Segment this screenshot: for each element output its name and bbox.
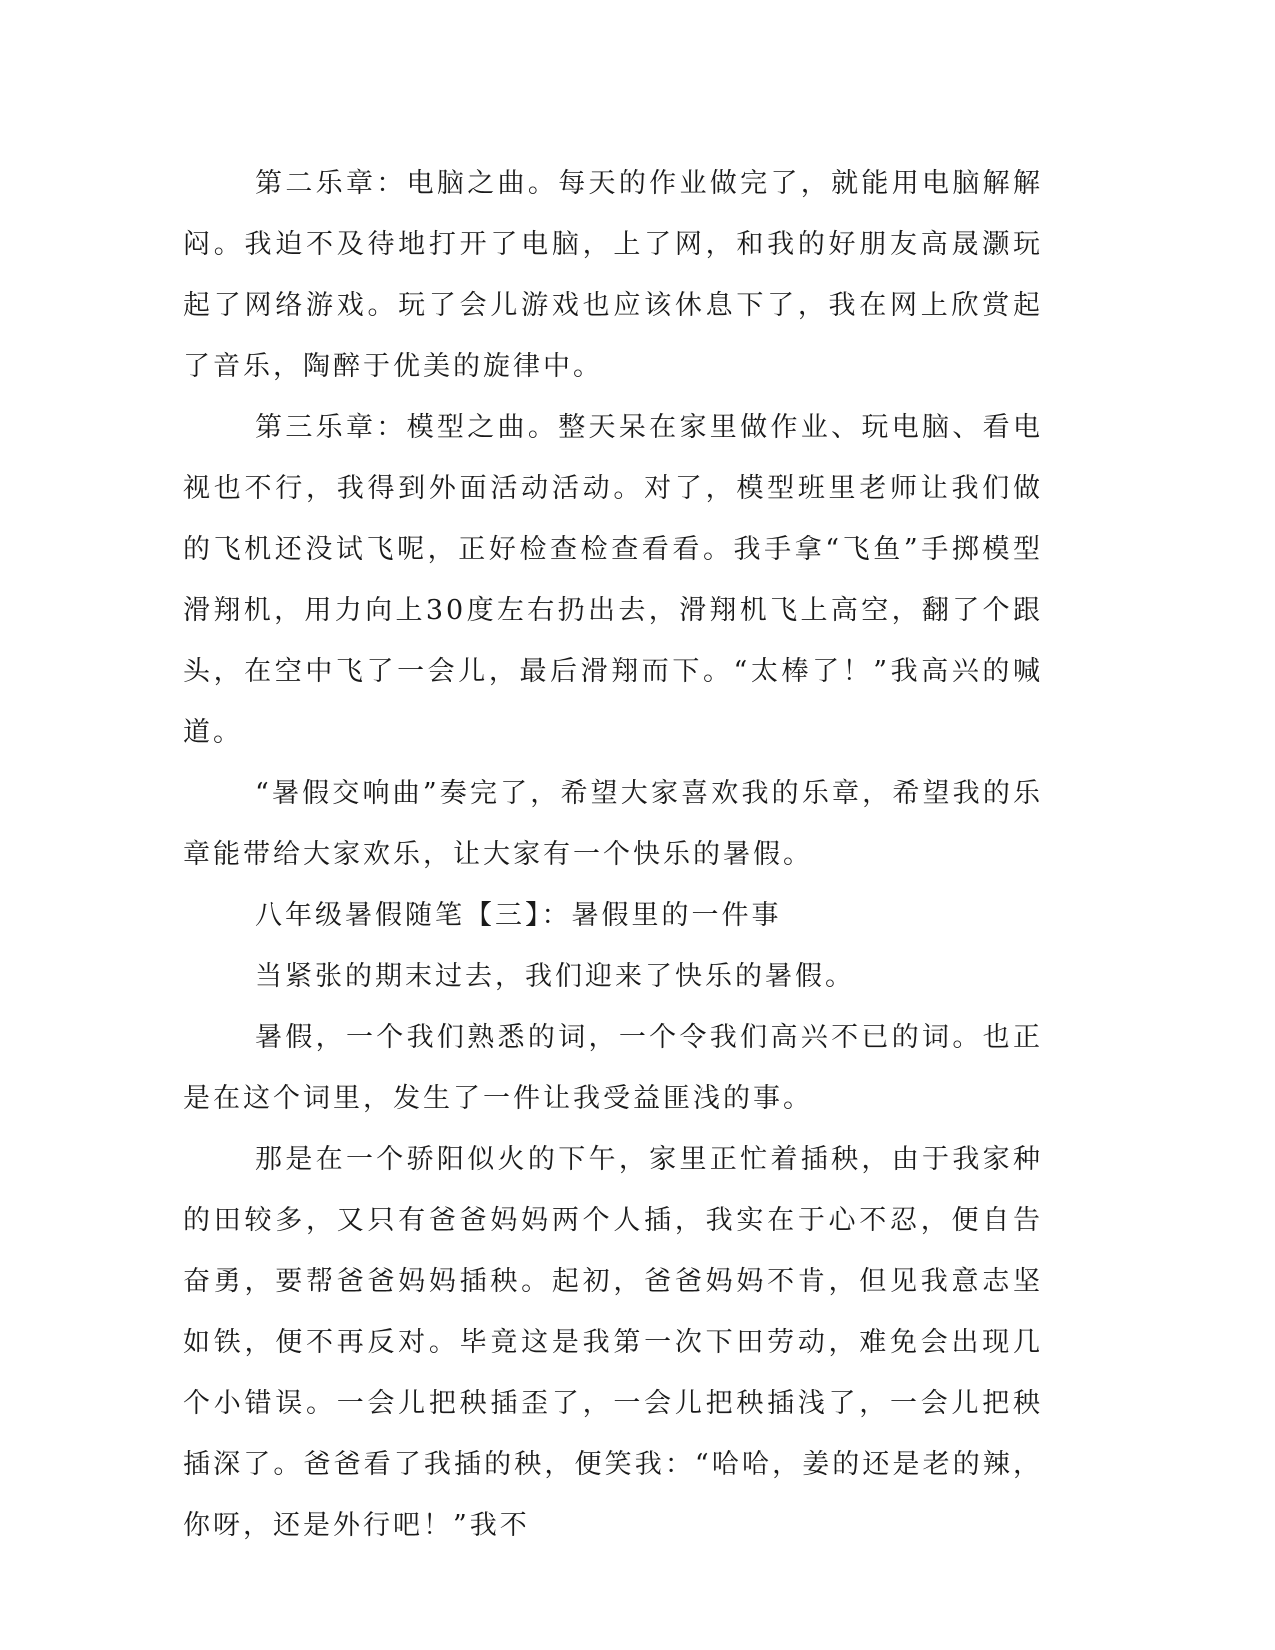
paragraph-symphony-end: “暑假交响曲”奏完了，希望大家喜欢我的乐章，希望我的乐章能带给大家欢乐，让大家有一个快乐的暑假。 — [183, 778, 1043, 870]
section-heading: 八年级暑假随笔【三】：暑假里的一件事 — [255, 900, 782, 931]
paragraph-rice-planting: 那是在一个骄阳似火的下午，家里正忙着插秧，由于我家种的田较多，又只有爸爸妈妈两个人插，我实在于心不忍，便自告奋勇，要帮爸爸妈妈插秧。起初，爸爸妈妈不肯，但见我意志坚如铁，便不再反对。毕竟这是我第一次下田劳动，难免会出现几个小错误。一会儿把秧插歪了，一会儿把秧插浅了，一会儿把秧插深了。爸爸看了我插的秧，便笑我：“哈哈，姜的还是老的辣，你呀，还是外行吧！”我不 — [183, 1144, 1043, 1541]
body-text — [183, 153, 1043, 1556]
paragraph-chapter-two: 第二乐章：电脑之曲。每天的作业做完了，就能用电脑解解闷。我迫不及待地打开了电脑，上了网，和我的好朋友高晟灏玩起了网络游戏。玩了会儿游戏也应该休息下了，我在网上欣赏起了音乐，陶醉于优美的旋律中。 — [183, 168, 1043, 382]
paragraph-summer-word: 暑假，一个我们熟悉的词，一个令我们高兴不已的词。也正是在这个词里，发生了一件让我受益匪浅的事。 — [183, 1022, 1043, 1114]
paragraph-chapter-three: 第三乐章：模型之曲。整天呆在家里做作业、玩电脑、看电视也不行，我得到外面活动活动。对了，模型班里老师让我们做的飞机还没试飞呢，正好检查检查看看。我手拿“飞鱼”手掷模型滑翔机，用力向上30度左右扔出去，滑翔机飞上高空，翻了个跟头，在空中飞了一会儿，最后滑翔而下。“太棒了！”我高兴的喊道。 — [183, 412, 1043, 748]
paragraph-intro: 当紧张的期末过去，我们迎来了快乐的暑假。 — [255, 961, 855, 992]
